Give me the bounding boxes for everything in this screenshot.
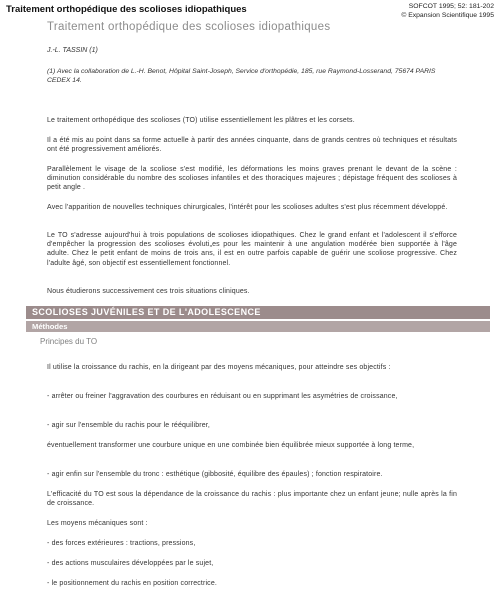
running-title: Traitement orthopédique des scolioses idiopathiques [6,4,247,15]
body-paragraph: - le positionnement du rachis en position correctrice. [47,580,217,587]
section-heading: SCOLIOSES JUVÉNILES ET DE L'ADOLESCENCE [26,306,490,319]
subsubsection-heading: Principes du TO [40,337,98,346]
body-paragraph: - arrêter ou freiner l'aggravation des courbures en réduisant ou en supprimant les asymétries de croissance, [47,393,398,400]
body-paragraph: L'efficacité du TO est sous la dépendance de la croissance du rachis : plus importante chez un enfant jeune; nulle après la fin de croissance. [47,491,457,508]
body-paragraph: Les moyens mécaniques sont : [47,520,148,527]
author-affiliation: (1) Avec la collaboration de L.-H. Benot, Hôpital Saint-Joseph, Service d'orthopédie, 185, rue Raymond-Losserand, 75674 PARIS CEDEX 14. [47,68,436,84]
intro-paragraph: Le traitement orthopédique des scolioses (TO) utilise essentiellement les plâtres et les corsets. [47,117,355,124]
intro-paragraph: Le TO s'adresse aujourd'hui à trois populations de scolioses idiopathiques. Chez le grand enfant et l'adolescent il s'efforce d'empêcher la progression des scolioses évoluti„es pour les maintenir à une angulation modérée bien supportée à l'âge adulte. Chez le petit enfant de moins de trois ans, il est en outre parfois capable de guérir une scoliose progressive. Chez l'adulte âgé, son objectif est essentiellement fonctionnel. [47,232,457,267]
article-title: Traitement orthopédique des scolioses idiopathiques [47,21,331,33]
body-paragraph: - des forces extérieures : tractions, pressions, [47,540,196,547]
body-paragraph: Il utilise la croissance du rachis, en la dirigeant par des moyens mécaniques, pour atteindre ses objectifs : [47,364,391,371]
body-paragraph: - des actions musculaires développées par le sujet, [47,560,214,567]
article-author: J.-L. TASSIN (1) [47,47,98,54]
body-paragraph: - agir sur l'ensemble du rachis pour le rééquilibrer, [47,422,210,429]
intro-paragraph: Avec l'apparition de nouvelles techniques chirurgicales, l'intérêt pour les scolioses adultes s'est plus récemment développé. [47,204,448,211]
body-paragraph: - agir enfin sur l'ensemble du tronc : esthétique (gibbosité, équilibre des épaules) ; fonction respiratoire. [47,471,383,478]
intro-paragraph: Parallèlement le visage de la scoliose s'est modifié, les déformations les moins graves prenant le devant de la scène : diminution considérable du nombre des scolioses infantiles et des thoraciques majeures ; dépistage fréquent des scolioses à petit angle . [47,166,457,192]
source-copyright: © Expansion Scientifique 1995 [401,11,494,19]
body-paragraph: éventuellement transformer une courbure unique en une combinée bien équilibrée mieux supportée à long terme, [47,442,415,449]
source-citation [401,3,494,20]
source-journal: SOFCOT 1995; 52: 181-202 [408,3,494,10]
intro-paragraph: Il a été mis au point dans sa forme actuelle à partir des années cinquante, dans de grands centres où techniques et résultats ont été progressivement améliorés. [47,137,457,154]
intro-paragraph: Nous étudierons successivement ces trois situations cliniques. [47,288,250,295]
subsection-heading: Méthodes [26,321,490,332]
